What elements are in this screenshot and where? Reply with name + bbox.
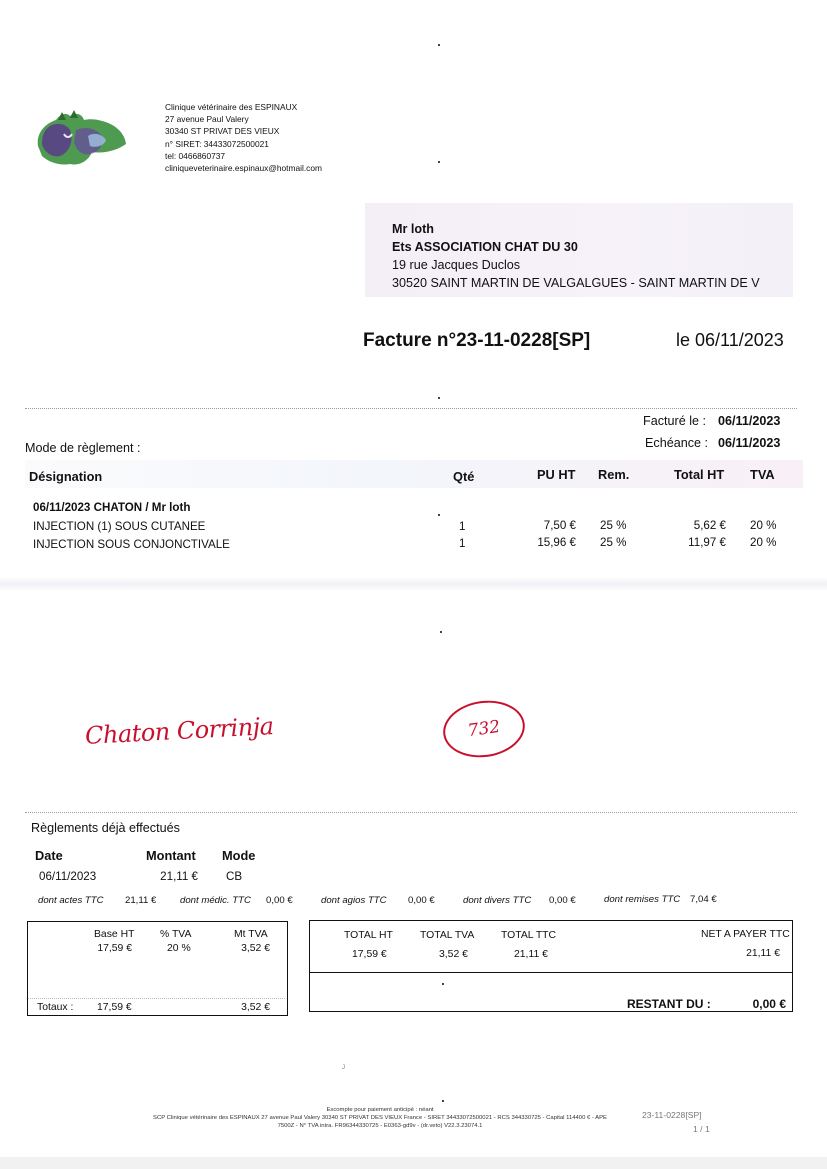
invoice-date: le 06/11/2023	[676, 330, 784, 350]
scan-speck	[440, 631, 442, 633]
vat-base: 17,59 €	[97, 943, 132, 954]
clinic-tel: tel: 0466860737	[165, 150, 226, 161]
header-tva: TVA	[750, 467, 775, 482]
header-rem: Rem.	[598, 467, 630, 482]
remises-value: 7,04 €	[690, 894, 717, 905]
row-pu: 15,96 €	[537, 536, 576, 549]
due-value: 06/11/2023	[718, 436, 781, 450]
totals-separator	[310, 972, 792, 973]
footer-page: 1 / 1	[693, 1124, 710, 1134]
scan-streak	[0, 1157, 827, 1169]
recipient-block	[365, 203, 793, 297]
medic-label: dont médic. TTC	[180, 895, 251, 906]
total-ttc-label: TOTAL TTC	[501, 930, 557, 941]
row-pu: 7,50 €	[543, 519, 576, 532]
total-ht-value: 17,59 €	[352, 949, 387, 960]
row-tva: 20 %	[750, 519, 777, 532]
scan-streak	[0, 577, 827, 591]
payments-header-mode: Mode	[222, 848, 256, 863]
footer-line: 7500Z - N° TVA intra. FR96344330725 - E0363-gd9v - (dr.veto) V22.3.23074.1	[277, 1123, 483, 1129]
payments-title: Règlements déjà effectués	[31, 821, 180, 835]
row-tva: 20 %	[750, 536, 777, 549]
vat-pct: 20 %	[167, 943, 191, 954]
row-qty: 1	[459, 537, 466, 550]
vat-header-pct: % TVA	[160, 929, 192, 940]
row-rem: 25 %	[600, 536, 627, 549]
vat-header-mt: Mt TVA	[234, 929, 268, 940]
medic-value: 0,00 €	[266, 895, 293, 906]
payment-mode-label: Mode de règlement :	[25, 441, 141, 455]
clinic-name: Clinique vétérinaire des ESPINAUX	[165, 102, 298, 112]
recipient-name: Mr loth	[392, 222, 434, 236]
row-designation: INJECTION SOUS CONJONCTIVALE	[33, 538, 230, 551]
clinic-logo	[30, 106, 130, 170]
row-total: 11,97 €	[688, 536, 726, 549]
actes-value: 21,11 €	[125, 895, 157, 906]
payment-amount: 21,11 €	[160, 870, 198, 883]
payment-mode: CB	[226, 870, 243, 883]
agios-label: dont agios TTC	[321, 895, 387, 906]
divider	[25, 812, 797, 813]
vat-totals-label: Totaux :	[37, 1002, 74, 1013]
clinic-city: 30340 ST PRIVAT DES VIEUX	[165, 126, 280, 137]
payments-header-amount: Montant	[146, 848, 196, 863]
vat-totals-base: 17,59 €	[97, 1002, 132, 1013]
payments-header-date: Date	[35, 848, 63, 863]
row-rem: 25 %	[600, 519, 627, 532]
vat-totals-mt: 3,52 €	[241, 1002, 270, 1013]
circled-number	[440, 696, 529, 763]
total-ht-label: TOTAL HT	[344, 930, 393, 941]
row-designation: INJECTION (1) SOUS CUTANEE	[33, 520, 206, 533]
recipient-company: Ets ASSOCIATION CHAT DU 30	[392, 240, 578, 254]
total-tva-value: 3,52 €	[439, 949, 468, 960]
header-designation: Désignation	[29, 469, 103, 484]
divider	[25, 408, 797, 409]
net-value: 21,11 €	[746, 948, 780, 959]
scan-speck	[438, 44, 440, 46]
scan-speck	[438, 397, 440, 399]
header-pu: PU HT	[537, 467, 576, 482]
scan-speck	[442, 983, 444, 985]
header-qty: Qté	[453, 469, 475, 484]
scan-speck	[442, 1100, 444, 1102]
divers-label: dont divers TTC	[463, 895, 532, 906]
clinic-street: 27 avenue Paul Valery	[165, 114, 249, 125]
recipient-street: 19 rue Jacques Duclos	[392, 258, 521, 272]
footer-ref: 23-11-0228[SP]	[642, 1110, 702, 1120]
scan-speck	[438, 514, 440, 516]
due-label: Echéance :	[645, 436, 709, 450]
divers-value: 0,00 €	[549, 895, 576, 906]
payment-date: 06/11/2023	[39, 870, 97, 883]
scan-speck	[438, 161, 440, 163]
billed-value: 06/11/2023	[718, 414, 781, 428]
footer-line: SCP Clinique vétérinaire des ESPINAUX 27 avenue Paul Valery 30340 ST PRIVAT DES VIEUX France - SIRET 34433072500021 - RCS 344330725 - Capital 114400 € - APE	[153, 1115, 607, 1121]
row-qty: 1	[459, 520, 466, 533]
handwritten-note: Chaton Corrinja	[84, 712, 275, 750]
actes-label: dont actes TTC	[38, 895, 104, 906]
total-tva-label: TOTAL TVA	[420, 930, 475, 941]
clinic-email: cliniqueveterinaire.espinaux@hotmail.com	[165, 163, 323, 174]
restant-label: RESTANT DU :	[627, 997, 711, 1011]
header-total: Total HT	[674, 467, 725, 482]
clinic-address	[165, 101, 322, 174]
total-ttc-value: 21,11 €	[514, 949, 548, 960]
circled-number-text: 732	[466, 716, 502, 742]
agios-value: 0,00 €	[408, 895, 435, 906]
divider	[28, 998, 285, 999]
footer-line: Escompte pour paiement anticipé : néant	[326, 1107, 434, 1113]
net-label: NET A PAYER TTC	[701, 929, 790, 940]
row-total: 5,62 €	[693, 519, 726, 532]
stray-mark: J	[342, 1065, 345, 1071]
table-group: 06/11/2023 CHATON / Mr loth	[33, 501, 191, 514]
vat-mt: 3,52 €	[241, 943, 270, 954]
remises-label: dont remises TTC	[604, 894, 681, 905]
vat-header-base: Base HT	[94, 929, 135, 940]
billed-label: Facturé le :	[643, 414, 706, 428]
restant-value: 0,00 €	[752, 997, 786, 1011]
recipient-city: 30520 SAINT MARTIN DE VALGALGUES - SAINT MARTIN DE V	[392, 276, 760, 290]
clinic-siret: n° SIRET: 34433072500021	[165, 138, 269, 149]
invoice-title: Facture n°23-11-0228[SP]	[363, 330, 591, 351]
